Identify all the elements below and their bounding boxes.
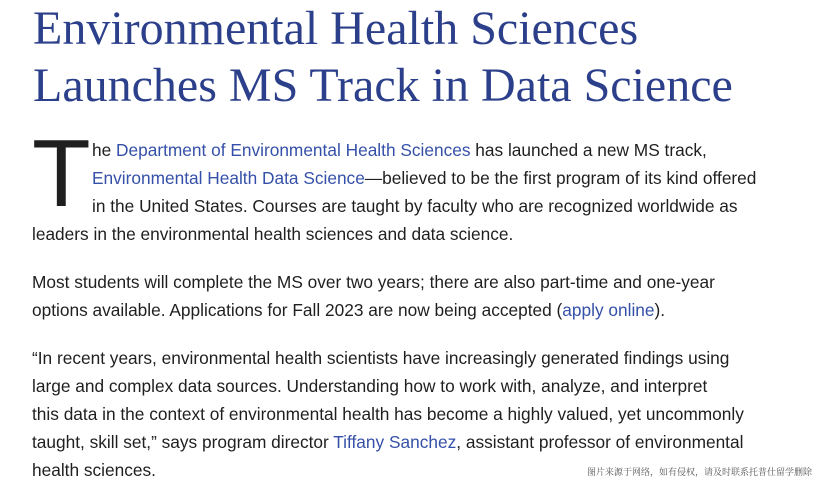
data-science-track-link[interactable]: Environmental Health Data Science: [92, 168, 365, 188]
paragraph-line: [32, 296, 802, 324]
paragraph-line: “In recent years, environmental health scientists have increasingly generated findings using: [32, 348, 730, 368]
paragraph-line: this data in the context of environmental health has become a highly valued, yet uncommonly: [32, 404, 744, 424]
text-segment: options available. Applications for Fall 2023 are now being accepted (: [32, 300, 563, 320]
article-headline: [33, 0, 733, 114]
paragraph-line: [32, 136, 802, 164]
paragraph-line: leaders in the environmental health sciences and data science.: [32, 224, 514, 244]
paragraph-line: Most students will complete the MS over two years; there are also part-time and one-year: [32, 272, 715, 292]
paragraph-line: health sciences.: [32, 460, 156, 480]
image-source-watermark: 图片来源于网络，如有侵权，请及时联系托普仕留学删除: [585, 464, 814, 479]
drop-cap: T: [32, 120, 91, 227]
paragraph-quote: [32, 344, 802, 484]
text-segment: he: [92, 140, 117, 160]
apply-online-link[interactable]: apply online: [562, 300, 655, 320]
paragraph-line: [32, 164, 802, 192]
paragraph-line: [32, 428, 802, 456]
department-link[interactable]: Department of Environmental Health Sciences: [116, 140, 471, 160]
paragraph-applications: [32, 268, 802, 324]
paragraph-line: in the United States. Courses are taught by faculty who are recognized worldwide as: [92, 196, 738, 216]
text-segment: has launched a new MS track,: [470, 140, 707, 160]
headline-line-1: Environmental Health Sciences: [33, 2, 639, 55]
headline-line-2: Launches MS Track in Data Science: [33, 59, 733, 112]
text-segment: taught, skill set,” says program director: [32, 432, 334, 452]
text-segment: —believed to be the first program of its kind offered: [364, 168, 757, 188]
text-segment: , assistant professor of environmental: [456, 432, 744, 452]
paragraph-line: large and complex data sources. Understanding how to work with, analyze, and interpret: [32, 376, 708, 396]
program-director-link[interactable]: Tiffany Sanchez: [333, 432, 457, 452]
text-segment: ).: [654, 300, 666, 320]
paragraph-intro: [32, 136, 802, 248]
